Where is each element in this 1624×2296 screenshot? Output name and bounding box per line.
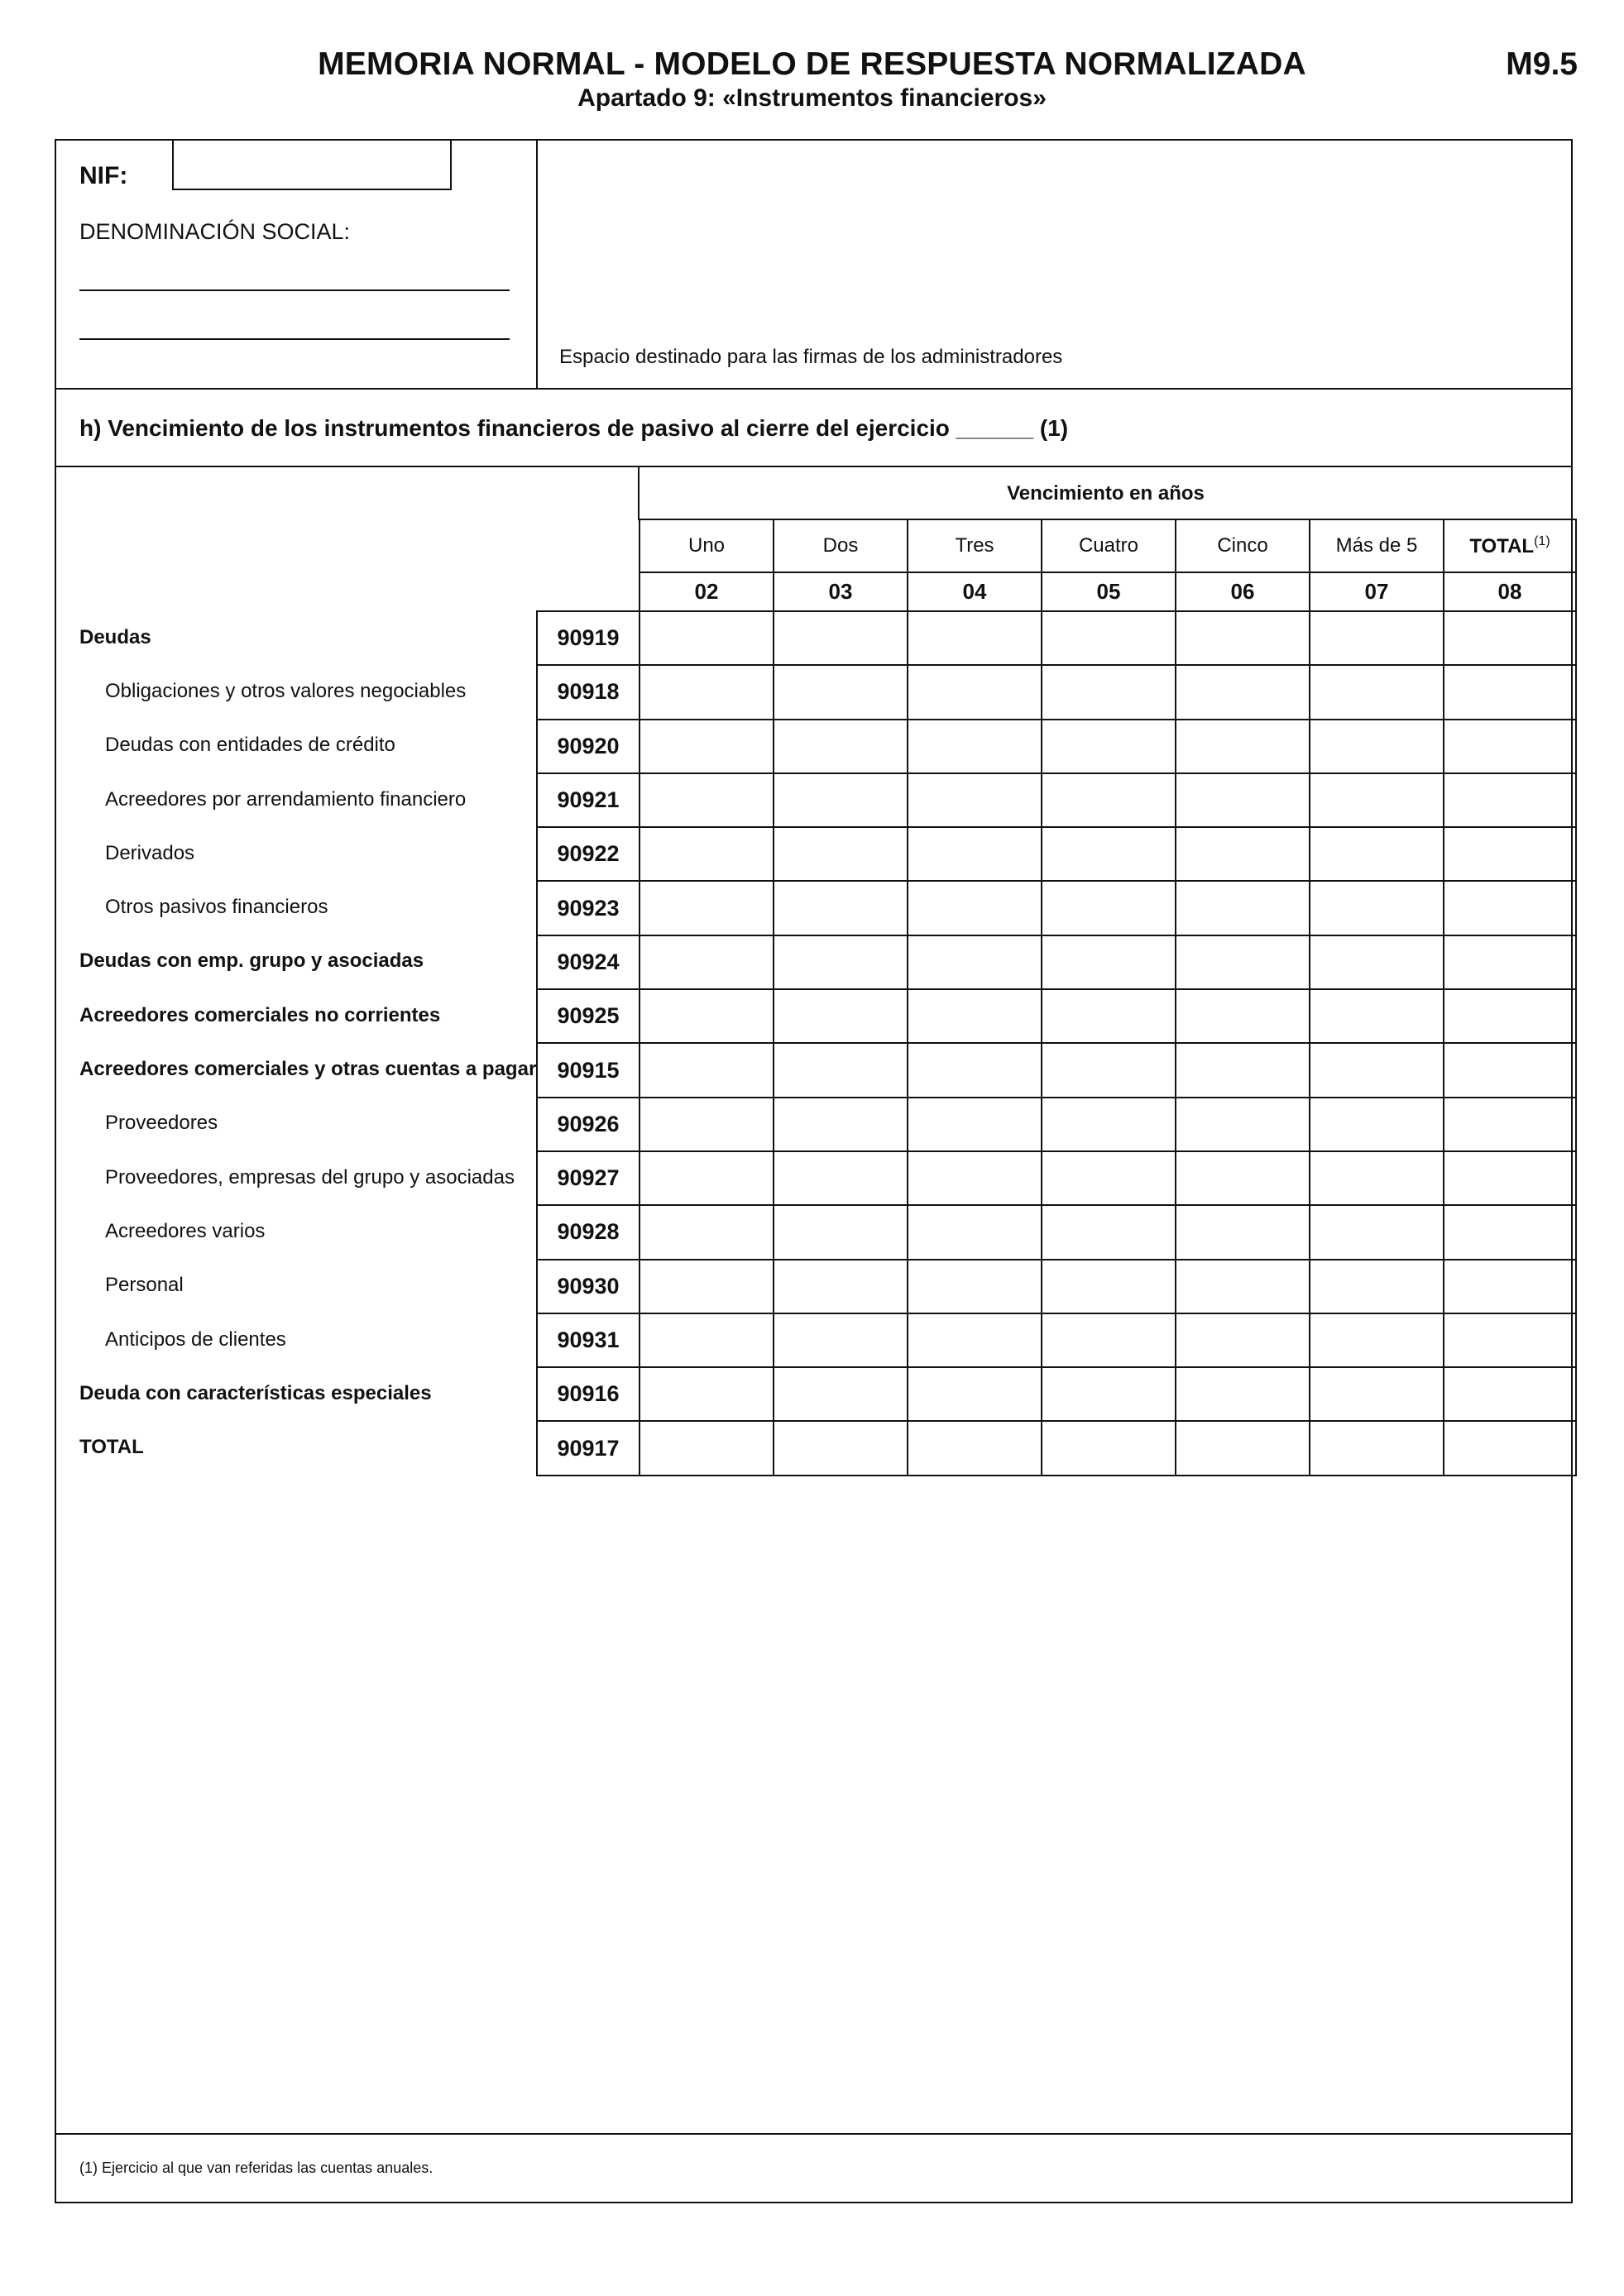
table-row (537, 1260, 1576, 1313)
section-divider-top (55, 388, 1573, 390)
input-cell-90930-03[interactable] (774, 1260, 908, 1313)
input-cell-90930-07[interactable] (1310, 1260, 1444, 1313)
row-label: TOTAL (79, 1436, 144, 1459)
table-row (537, 827, 1576, 881)
input-cell-90921-02[interactable] (640, 773, 774, 827)
input-cell-90927-06[interactable] (1176, 1151, 1310, 1205)
input-cell-90928-08[interactable] (1444, 1205, 1576, 1259)
input-cell-90915-03[interactable] (774, 1043, 908, 1097)
input-cell-90926-05[interactable] (1042, 1098, 1176, 1151)
row-code: 90931 (537, 1313, 640, 1367)
input-cell-90917-05[interactable] (1042, 1421, 1176, 1475)
input-cell-90930-04[interactable] (908, 1260, 1042, 1313)
column-header-05 (1042, 519, 1176, 572)
input-cell-90930-05[interactable] (1042, 1260, 1176, 1313)
table-row (537, 665, 1576, 719)
input-cell-90923-06[interactable] (1176, 881, 1310, 935)
input-cell-90926-04[interactable] (908, 1098, 1042, 1151)
input-cell-90924-04[interactable] (908, 935, 1042, 989)
input-cell-90926-07[interactable] (1310, 1098, 1444, 1151)
column-code: 08 (1444, 572, 1576, 611)
table-row (537, 720, 1576, 773)
input-cell-90926-03[interactable] (774, 1098, 908, 1151)
column-code: 07 (1310, 572, 1444, 611)
input-cell-90918-03[interactable] (774, 665, 908, 719)
input-cell-90916-04[interactable] (908, 1367, 1042, 1421)
column-header-02 (640, 519, 774, 572)
input-cell-90915-07[interactable] (1310, 1043, 1444, 1097)
input-cell-90927-07[interactable] (1310, 1151, 1444, 1205)
input-cell-90926-06[interactable] (1176, 1098, 1310, 1151)
row-code: 90924 (537, 935, 640, 989)
row-code: 90917 (537, 1421, 640, 1475)
column-names-row (537, 519, 1576, 572)
input-cell-90919-08[interactable] (1444, 611, 1576, 665)
column-header-07 (1310, 519, 1444, 572)
input-cell-90927-05[interactable] (1042, 1151, 1176, 1205)
input-cell-90922-03[interactable] (774, 827, 908, 881)
input-cell-90927-08[interactable] (1444, 1151, 1576, 1205)
input-cell-90920-04[interactable] (908, 720, 1042, 773)
input-cell-90931-02[interactable] (640, 1313, 774, 1367)
input-cell-90921-05[interactable] (1042, 773, 1176, 827)
input-cell-90922-06[interactable] (1176, 827, 1310, 881)
input-cell-90925-05[interactable] (1042, 989, 1176, 1043)
input-cell-90923-07[interactable] (1310, 881, 1444, 935)
row-code: 90925 (537, 989, 640, 1043)
denominacion-social-label: DENOMINACIÓN SOCIAL: (79, 219, 351, 244)
column-header-06 (1176, 519, 1310, 572)
column-code: 02 (640, 572, 774, 611)
input-cell-90926-02[interactable] (640, 1098, 774, 1151)
input-cell-90917-02[interactable] (640, 1421, 774, 1475)
row-code: 90928 (537, 1205, 640, 1259)
table-row (537, 1098, 1576, 1151)
input-cell-90922-04[interactable] (908, 827, 1042, 881)
column-code: 04 (908, 572, 1042, 611)
row-label: Derivados (105, 841, 195, 864)
row-code: 90921 (537, 773, 640, 827)
table-row (537, 611, 1576, 665)
input-cell-90918-05[interactable] (1042, 665, 1176, 719)
input-cell-90925-08[interactable] (1444, 989, 1576, 1043)
input-cell-90922-08[interactable] (1444, 827, 1576, 881)
input-cell-90922-05[interactable] (1042, 827, 1176, 881)
row-code: 90922 (537, 827, 640, 881)
row-label: Acreedores varios (105, 1219, 266, 1242)
input-cell-90924-07[interactable] (1310, 935, 1444, 989)
input-cell-90927-04[interactable] (908, 1151, 1042, 1205)
signature-area-note: Espacio destinado para las firmas de los administradores (559, 346, 1063, 368)
input-cell-90930-02[interactable] (640, 1260, 774, 1313)
input-cell-90923-03[interactable] (774, 881, 908, 935)
input-cell-90917-04[interactable] (908, 1421, 1042, 1475)
input-cell-90924-06[interactable] (1176, 935, 1310, 989)
input-cell-90918-02[interactable] (640, 665, 774, 719)
form-subtitle: Apartado 9: «Instrumentos financieros» (577, 84, 1047, 112)
column-footnote-ref: (1) (1534, 533, 1550, 548)
table-row (537, 773, 1576, 827)
input-cell-90917-07[interactable] (1310, 1421, 1444, 1475)
input-cell-90919-04[interactable] (908, 611, 1042, 665)
input-cell-90926-08[interactable] (1444, 1098, 1576, 1151)
input-cell-90931-06[interactable] (1176, 1313, 1310, 1367)
input-cell-90919-05[interactable] (1042, 611, 1176, 665)
row-label: Acreedores comerciales y otras cuentas a pagar (79, 1058, 537, 1081)
input-cell-90920-05[interactable] (1042, 720, 1176, 773)
column-label: Tres (955, 534, 994, 557)
input-cell-90931-07[interactable] (1310, 1313, 1444, 1367)
input-cell-90928-03[interactable] (774, 1205, 908, 1259)
table-row (537, 935, 1576, 989)
input-cell-90917-06[interactable] (1176, 1421, 1310, 1475)
column-codes-row (537, 572, 1576, 611)
table-row (537, 1043, 1576, 1097)
row-label: Deudas con emp. grupo y asociadas (79, 949, 424, 973)
input-cell-90920-06[interactable] (1176, 720, 1310, 773)
input-cell-90916-05[interactable] (1042, 1367, 1176, 1421)
input-cell-90924-02[interactable] (640, 935, 774, 989)
input-cell-90920-02[interactable] (640, 720, 774, 773)
column-code: 03 (774, 572, 908, 611)
column-header-08 (1444, 519, 1576, 572)
input-cell-90921-08[interactable] (1444, 773, 1576, 827)
maturity-table (536, 519, 1577, 1476)
input-cell-90920-07[interactable] (1310, 720, 1444, 773)
form-code: M9.5 (1506, 46, 1578, 82)
id-block-divider (536, 139, 538, 389)
table-row (537, 1367, 1576, 1421)
input-cell-90915-08[interactable] (1444, 1043, 1576, 1097)
input-cell-90915-06[interactable] (1176, 1043, 1310, 1097)
row-label: Obligaciones y otros valores negociables (105, 679, 467, 702)
row-label: Personal (105, 1274, 184, 1297)
input-cell-90919-06[interactable] (1176, 611, 1310, 665)
input-cell-90925-02[interactable] (640, 989, 774, 1043)
input-cell-90918-08[interactable] (1444, 665, 1576, 719)
input-cell-90931-05[interactable] (1042, 1313, 1176, 1367)
nif-label: NIF: (79, 162, 128, 189)
group-header-vencimiento: Vencimiento en años (1007, 482, 1205, 505)
row-code: 90930 (537, 1260, 640, 1313)
row-label: Acreedores comerciales no corrientes (79, 1003, 441, 1026)
section-heading: h) Vencimiento de los instrumentos financieros de pasivo al cierre del ejercicio ______ (1) (79, 415, 1069, 441)
input-cell-90917-08[interactable] (1444, 1421, 1576, 1475)
column-label: Cuatro (1078, 534, 1139, 557)
input-cell-90928-04[interactable] (908, 1205, 1042, 1259)
row-code: 90923 (537, 881, 640, 935)
corner-blank (537, 519, 640, 611)
section-divider-bottom (55, 466, 1573, 467)
row-label: Acreedores por arrendamiento financiero (105, 787, 467, 811)
column-label: Más de 5 (1335, 534, 1418, 557)
input-cell-90918-07[interactable] (1310, 665, 1444, 719)
denominacion-social-line-1[interactable] (79, 289, 510, 291)
input-cell-90928-07[interactable] (1310, 1205, 1444, 1259)
row-label: Otros pasivos financieros (105, 896, 328, 919)
input-cell-90923-08[interactable] (1444, 881, 1576, 935)
input-cell-90924-03[interactable] (774, 935, 908, 989)
input-cell-90916-08[interactable] (1444, 1367, 1576, 1421)
input-cell-90916-03[interactable] (774, 1367, 908, 1421)
input-cell-90924-05[interactable] (1042, 935, 1176, 989)
input-cell-90927-02[interactable] (640, 1151, 774, 1205)
input-cell-90918-06[interactable] (1176, 665, 1310, 719)
table-row (537, 1205, 1576, 1259)
column-label: Dos (822, 534, 859, 557)
row-label: Anticipos de clientes (105, 1327, 286, 1351)
table-row (537, 1313, 1576, 1367)
column-header-03 (774, 519, 908, 572)
input-cell-90920-03[interactable] (774, 720, 908, 773)
input-cell-90923-02[interactable] (640, 881, 774, 935)
input-cell-90915-02[interactable] (640, 1043, 774, 1097)
input-cell-90931-08[interactable] (1444, 1313, 1576, 1367)
row-code: 90919 (537, 611, 640, 665)
row-label: Proveedores, empresas del grupo y asociadas (105, 1165, 515, 1189)
form-title: MEMORIA NORMAL - MODELO DE RESPUESTA NORMALIZADA (318, 46, 1306, 82)
row-label: Proveedores (105, 1112, 218, 1135)
input-cell-90928-06[interactable] (1176, 1205, 1310, 1259)
input-cell-90920-08[interactable] (1444, 720, 1576, 773)
nif-input[interactable] (172, 139, 452, 190)
input-cell-90925-04[interactable] (908, 989, 1042, 1043)
row-code: 90915 (537, 1043, 640, 1097)
input-cell-90923-05[interactable] (1042, 881, 1176, 935)
input-cell-90919-02[interactable] (640, 611, 774, 665)
row-label: Deudas (79, 625, 151, 648)
input-cell-90925-07[interactable] (1310, 989, 1444, 1043)
input-cell-90930-08[interactable] (1444, 1260, 1576, 1313)
input-cell-90925-03[interactable] (774, 989, 908, 1043)
column-header-04 (908, 519, 1042, 572)
input-cell-90921-07[interactable] (1310, 773, 1444, 827)
table-row (537, 1151, 1576, 1205)
input-cell-90915-05[interactable] (1042, 1043, 1176, 1097)
row-code: 90920 (537, 720, 640, 773)
row-label: Deuda con características especiales (79, 1381, 432, 1404)
input-cell-90918-04[interactable] (908, 665, 1042, 719)
row-code: 90927 (537, 1151, 640, 1205)
input-cell-90921-03[interactable] (774, 773, 908, 827)
row-code: 90918 (537, 665, 640, 719)
input-cell-90916-02[interactable] (640, 1367, 774, 1421)
input-cell-90928-05[interactable] (1042, 1205, 1176, 1259)
input-cell-90924-08[interactable] (1444, 935, 1576, 989)
table-row (537, 989, 1576, 1043)
footnote-divider (55, 2133, 1573, 2135)
input-cell-90916-06[interactable] (1176, 1367, 1310, 1421)
column-label: Cinco (1217, 534, 1268, 557)
input-cell-90922-07[interactable] (1310, 827, 1444, 881)
input-cell-90917-03[interactable] (774, 1421, 908, 1475)
row-label: Deudas con entidades de crédito (105, 734, 395, 757)
table-row (537, 881, 1576, 935)
row-code: 90926 (537, 1098, 640, 1151)
denominacion-social-line-2[interactable] (79, 338, 510, 340)
column-label: Uno (687, 534, 726, 557)
input-cell-90927-03[interactable] (774, 1151, 908, 1205)
table-row (537, 1421, 1576, 1475)
input-cell-90931-04[interactable] (908, 1313, 1042, 1367)
input-cell-90930-06[interactable] (1176, 1260, 1310, 1313)
input-cell-90915-04[interactable] (908, 1043, 1042, 1097)
footnote: (1) Ejercicio al que van referidas las cuentas anuales. (79, 2160, 434, 2176)
row-code: 90916 (537, 1367, 640, 1421)
input-cell-90923-04[interactable] (908, 881, 1042, 935)
column-code: 05 (1042, 572, 1176, 611)
input-cell-90931-03[interactable] (774, 1313, 908, 1367)
input-cell-90919-03[interactable] (774, 611, 908, 665)
input-cell-90928-02[interactable] (640, 1205, 774, 1259)
input-cell-90925-06[interactable] (1176, 989, 1310, 1043)
column-label: TOTAL (1469, 534, 1535, 557)
input-cell-90921-06[interactable] (1176, 773, 1310, 827)
input-cell-90919-07[interactable] (1310, 611, 1444, 665)
input-cell-90921-04[interactable] (908, 773, 1042, 827)
input-cell-90916-07[interactable] (1310, 1367, 1444, 1421)
column-code: 06 (1176, 572, 1310, 611)
input-cell-90922-02[interactable] (640, 827, 774, 881)
